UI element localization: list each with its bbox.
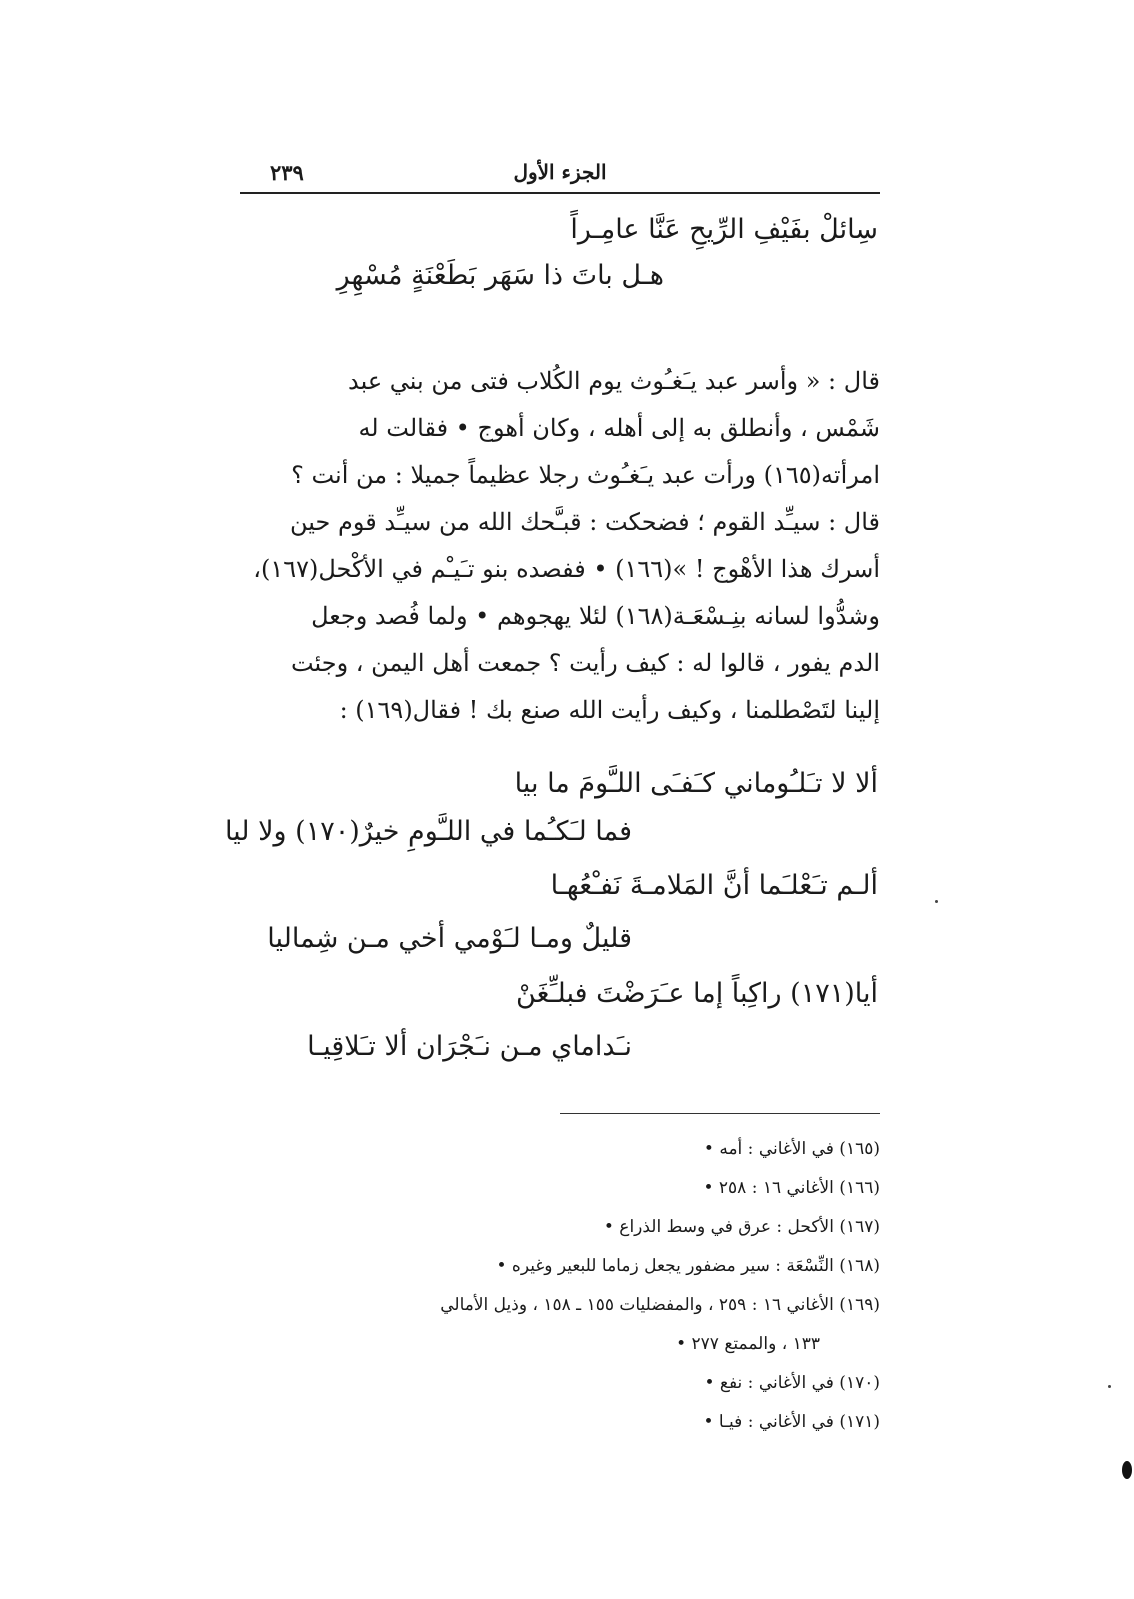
footnote: (١٧٠) في الأغاني : نفع • [704,1373,880,1393]
prose-line: وشدُّوا لسانه بنِـسْعَـة(١٦٨) لئلا يهجوهم • ولما فُصد وجعل [311,602,880,630]
prose-line: إلينا لتَصْطلمنا ، وكيف رأيت الله صنع بك ! فقال(١٦٩) : [339,696,880,724]
footnotes [240,1130,880,1442]
prose-paragraph [240,358,880,734]
footnote-rule [560,1113,880,1114]
running-header [240,160,880,194]
prose-line: الدم يفور ، قالوا له : كيف رأيت ؟ جمعت أهل اليمن ، وجئت [290,649,880,677]
prose-line: امرأته(١٦٥) ورأت عبد يـَغـُوث رجلا عظيماً جميلا : من أنت ؟ [291,461,880,489]
opening-verse-line-1: سِائلْ بفَيْفِ الرِّيحِ عَنَّا عامِـراً [570,214,878,245]
opening-verse-line-2: هـل باتَ ذا سَهَر بَطَعْنَةٍ مُسْهِرِ [336,260,664,291]
poem-line-6: نـَداماي مـن نـَجْرَان ألا تـَلاقِيـا [307,1031,632,1062]
footnote-continuation: ١٣٣ ، والممتع ٢٧٧ • [676,1334,820,1354]
scan-speck [935,900,938,903]
header-rule [240,192,880,194]
prose-line: شَمْس ، وأنطلق به إلى أهله ، وكان أهوج • فقالت له [358,414,880,442]
footnote: (١٦٧) الأكحل : عرق في وسط الذراع • [603,1217,880,1237]
footnote: (١٦٥) في الأغاني : أمه • [703,1139,880,1159]
poem-line-3: ألـم تـَعْلـَما أنَّ المَلامـةَ نَفـْعُهـا [550,870,878,901]
poem-line-1: ألا لا تـَلـُوماني كـَفـَى اللـَّومَ ما بيا [514,768,878,799]
prose-line: قال : سيـِّد القوم ؛ فضحكت : قبـَّحك الله من سيـِّد قوم حين [290,508,880,536]
prose-line: قال : « وأسر عبد يـَغـُوث يوم الكُلاب فتى من بني عبد [347,367,880,395]
page-number: ٢٣٩ [270,160,304,185]
poem-line-4: قليلٌ ومـا لـَوْمي أخي مـن شِماليا [267,923,632,954]
footnote: (١٦٦) الأغاني ١٦ : ٢٥٨ • [703,1178,880,1198]
poem-line-5: أيا(١٧١) راكِباً إما عـَرَضْتَ فبلـِّغَنْ [516,978,878,1009]
footnote: (١٧١) في الأغاني : فيـا • [703,1412,880,1432]
prose-line: أسرك هذا الأهْوج ! »(١٦٦) • ففصده بنو تـَيـْم في الأكْحل(١٦٧)، [253,555,880,583]
footnote: (١٦٩) الأغاني ١٦ : ٢٥٩ ، والمفضليات ١٥٥ ـ ١٥٨ ، وذيل الأمالي [440,1295,880,1315]
running-header-title: الجزء الأول [513,160,607,184]
poem-line-2: فما لـَكـُما في اللـَّومِ خيرٌ(١٧٠) ولا ليا [224,816,632,847]
scan-margin-mark [1122,1461,1132,1479]
scan-speck [1108,1385,1111,1388]
footnote: (١٦٨) النِّسْعَة : سير مضفور يجعل زماما للبعير وغيره • [496,1256,880,1276]
